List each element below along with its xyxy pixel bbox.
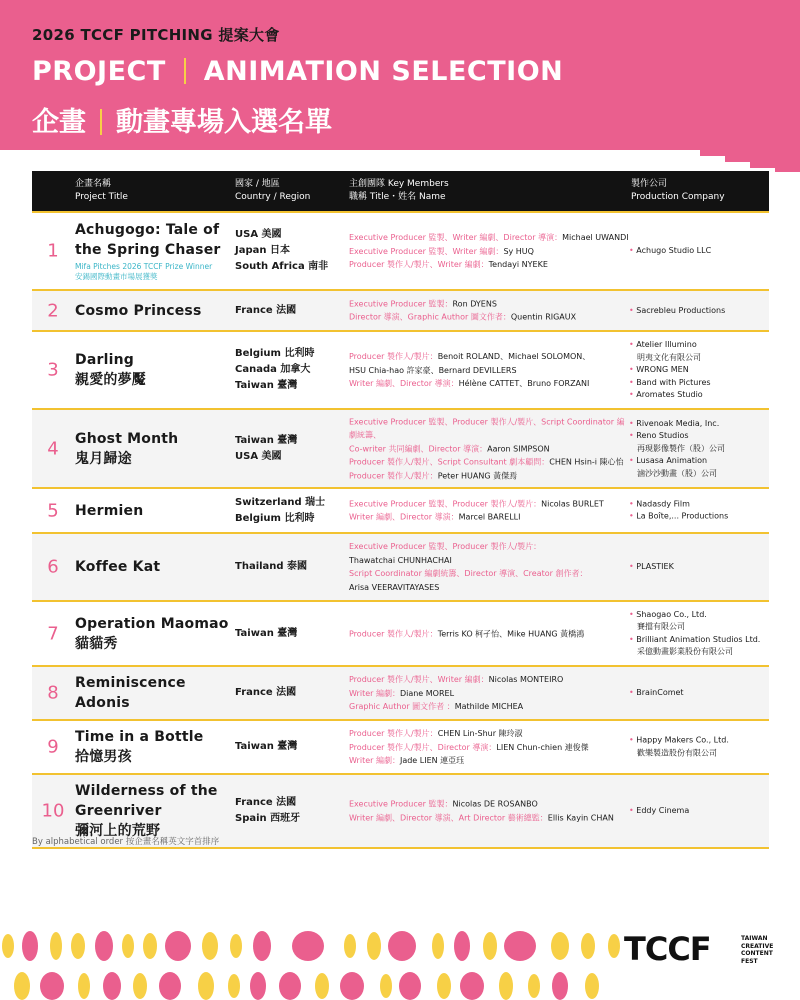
member-role: Producer 製作人/製片、Writer 編劇：: [349, 674, 489, 684]
decorative-dot: [380, 974, 392, 998]
member-line: [349, 581, 629, 595]
decorative-dots: [0, 928, 640, 1000]
members-cell: [349, 627, 629, 641]
members-cell: [349, 350, 629, 391]
table-body: [32, 213, 769, 849]
member-name: Peter HUANG 黃傑焉: [437, 470, 518, 480]
decorative-dot: [143, 933, 157, 959]
project-title-cell: [75, 727, 235, 767]
table-row: [32, 489, 769, 534]
country-cell: [235, 433, 355, 465]
decorative-dot: [198, 972, 214, 1000]
decorative-dot: [22, 931, 38, 961]
project-title-cell: [75, 673, 235, 713]
company-cell: [629, 498, 774, 523]
member-line: [349, 442, 629, 456]
decorative-dot: [122, 934, 134, 958]
member-line: [349, 554, 629, 568]
company-item: 賽擋有限公司: [637, 622, 685, 631]
country-cell: [235, 626, 355, 642]
member-name: Nicolas DE ROSANBO: [452, 799, 538, 809]
company-cell: [629, 687, 774, 700]
decorative-dot: [552, 972, 568, 1000]
project-title-cell: [75, 429, 235, 469]
member-role: Executive Producer 監製、Producer 製作人/製片、Script Coordinator 編劇統籌、: [349, 416, 625, 440]
header-country-zh: 國家 / 地區: [235, 179, 280, 189]
country-cell: [235, 685, 355, 701]
title-en-selection: ANIMATION SELECTION: [203, 56, 564, 87]
header-country-column: [235, 178, 310, 204]
company-cell: [629, 245, 774, 258]
country-item: Canada 加拿大: [235, 364, 311, 375]
project-title-en: Hermien: [75, 502, 144, 519]
decorative-dot: [315, 973, 329, 999]
tccf-logo: TCCF: [624, 930, 711, 968]
decorative-dot: [585, 973, 599, 999]
decorative-dot: [432, 933, 444, 959]
decorative-dot: [340, 972, 364, 1000]
decorative-dot: [608, 934, 620, 958]
country-cell: [235, 495, 355, 527]
company-cell: [629, 561, 774, 574]
project-title-cell: [75, 350, 235, 390]
tccf-logo-subtitle: [741, 935, 773, 965]
decorative-dot: [367, 932, 381, 960]
country-item: Thailand 泰國: [235, 561, 308, 572]
country-cell: [235, 559, 355, 575]
company-item: • Achugo Studio LLC: [629, 245, 774, 258]
header-members-column: [349, 178, 449, 204]
member-name: Ron DYENS: [452, 299, 497, 308]
member-line: [349, 798, 629, 812]
decorative-dot: [228, 974, 240, 998]
award-note-en: Mifa Pitches 2026 TCCF Prize Winner: [75, 262, 213, 271]
company-item: 歡樂製造股份有限公司: [637, 748, 717, 757]
members-cell: [349, 673, 629, 714]
member-name: Arisa VEERAVITAYASES: [349, 582, 440, 592]
row-number: 5: [47, 500, 59, 521]
decorative-dot: [78, 973, 90, 999]
company-item: • Shaogao Co., Ltd.: [629, 609, 774, 622]
project-title-en: Time in a Bottle: [75, 729, 204, 745]
company-item: • Band with Pictures: [629, 376, 774, 389]
project-title-cell: [75, 220, 235, 282]
member-name: Thawatchai CHUNHACHAI: [349, 555, 452, 565]
member-role: Writer 編劇、Director 導演：: [349, 512, 459, 522]
company-item: 明夷文化有限公司: [637, 352, 701, 362]
member-line: [349, 231, 629, 245]
member-role: Writer 編劇、Director 導演：: [349, 378, 459, 388]
company-item: • Atelier Illumino: [629, 339, 774, 352]
member-role: Director 導演、Graphic Author 圖文作者：: [349, 312, 511, 322]
member-line: [349, 700, 629, 714]
company-cell: [629, 735, 774, 760]
decorative-dot: [159, 972, 181, 1000]
member-line: [349, 415, 629, 442]
member-name: Sy HUQ: [503, 246, 534, 256]
project-title-en: Reminiscence Adonis: [75, 675, 186, 711]
title-en-project: PROJECT: [32, 56, 166, 87]
title-divider: [184, 58, 186, 84]
country-item: Japan 日本: [235, 245, 290, 256]
header-members-zh: 主創團隊 Key Members: [349, 179, 449, 189]
member-name: Mathilde MICHEA: [454, 701, 524, 711]
member-line: [349, 567, 629, 581]
member-role: Graphic Author 圖文作者 ：: [349, 701, 455, 711]
header-company-zh: 製作公司: [631, 179, 668, 189]
member-role: Producer 製作人/製片：: [349, 470, 438, 480]
header-members-en: 職稱 Title・姓名 Name: [349, 192, 446, 202]
member-line: [349, 311, 629, 325]
decorative-dot: [250, 972, 266, 1000]
project-title-en: Koffee Kat: [75, 559, 161, 575]
company-item: 滷沙沙動畫（股）公司: [637, 468, 717, 478]
table-row: [32, 410, 769, 489]
member-name: CHEN Lin-Shur 陳玲淑: [437, 728, 523, 738]
decorative-dot: [165, 931, 191, 961]
member-role: Executive Producer 監製、Writer 編劇：: [349, 246, 504, 256]
project-title-en: Ghost Month: [75, 430, 179, 447]
table-row: [32, 721, 769, 775]
decorative-dot: [454, 931, 470, 961]
sort-footnote: By alphabetical order 按企畫名稱英文字首排序: [32, 837, 220, 847]
decorative-dot: [40, 972, 64, 1000]
decorative-dot: [483, 932, 497, 960]
decorative-dot: [202, 932, 218, 960]
member-line: [349, 811, 629, 825]
decorative-dot: [133, 973, 147, 999]
project-title-zh: 鬼月歸途: [75, 450, 132, 467]
selection-table: [32, 171, 769, 849]
member-role: Producer 製作人/製片：: [349, 728, 438, 738]
member-name: Nicolas BURLET: [541, 499, 604, 508]
company-item: • Eddy Cinema: [629, 805, 774, 818]
table-row: [32, 291, 769, 332]
country-item: France 法國: [235, 304, 297, 316]
header-company-column: [631, 178, 725, 204]
member-line: [349, 627, 629, 641]
member-role: Executive Producer 監製、Producer 製作人/製片：: [349, 499, 542, 508]
company-item: • BrainComet: [629, 687, 774, 700]
table-row: [32, 602, 769, 667]
decorative-dot: [551, 932, 569, 960]
country-item: Belgium 比利時: [235, 348, 315, 359]
company-item: • Aromates Studio: [629, 389, 774, 402]
country-item: Taiwan 臺灣: [235, 434, 298, 446]
members-cell: [349, 231, 629, 272]
member-name: Diane MOREL: [399, 688, 455, 698]
project-title-cell: [75, 614, 235, 654]
member-role: Producer 製作人/製片、Director 導演：: [349, 742, 497, 752]
company-item: • WRONG MEN: [629, 364, 774, 377]
member-name: Hélène CATTET、Bruno FORZANI: [458, 378, 590, 388]
company-item: • Rivenoak Media, Inc.: [629, 417, 774, 430]
table-row: [32, 534, 769, 602]
row-number: 6: [47, 556, 59, 578]
logo-line: FEST: [741, 957, 758, 965]
member-line: [349, 754, 629, 768]
project-title-cell: [75, 501, 235, 521]
header-step: [775, 168, 800, 172]
member-role: Producer 製作人/製片：: [349, 628, 438, 638]
member-name: Terris KO 柯孑怡、Mike HUANG 黃橋鴻: [437, 628, 585, 638]
member-line: [349, 740, 629, 754]
row-number: 1: [47, 240, 59, 262]
member-name: Michael UWANDI: [562, 232, 629, 242]
company-cell: [629, 304, 774, 317]
member-line: [349, 363, 629, 377]
decorative-dot: [437, 973, 451, 999]
project-title-en: Operation Maomao: [75, 615, 229, 632]
project-title-en: Wilderness of the Greenriver: [75, 783, 218, 819]
header-country-en: Country / Region: [235, 192, 311, 202]
company-cell: [629, 417, 774, 480]
company-item: • Nadasdy Film: [629, 498, 774, 511]
member-role: Producer 製作人/製片：: [349, 351, 438, 361]
country-item: Taiwan 臺灣: [235, 380, 298, 391]
company-item: • Happy Makers Co., Ltd.: [629, 735, 774, 748]
country-item: USA 美國: [235, 450, 282, 462]
row-number: 10: [41, 800, 65, 822]
country-item: Taiwan 臺灣: [235, 741, 298, 752]
logo-line: TAIWAN: [741, 935, 768, 942]
country-cell: [235, 739, 355, 755]
members-cell: [349, 540, 629, 594]
company-item: 再現影像製作（股）公司: [637, 443, 725, 453]
member-name: Aaron SIMPSON: [487, 443, 550, 453]
member-line: [349, 686, 629, 700]
member-line: [349, 727, 629, 741]
decorative-dot: [388, 931, 416, 961]
member-line: [349, 258, 629, 272]
members-cell: [349, 727, 629, 768]
member-line: [349, 455, 629, 469]
decorative-dot: [399, 972, 421, 1000]
decorative-dot: [504, 931, 536, 961]
table-row: [32, 332, 769, 410]
row-number: 9: [47, 736, 59, 758]
row-number: 8: [47, 682, 59, 704]
decorative-dot: [279, 972, 301, 1000]
logo-line: CREATIVE: [741, 942, 774, 950]
member-role: Producer 製作人/製片、Script Consultant 劇本顧問：: [349, 457, 550, 467]
project-title-cell: [75, 557, 235, 577]
company-item: 采億動畫影業股份有限公司: [637, 647, 733, 656]
member-role: Script Coordinator 編劇統籌、Director 導演、Creator 創作者：: [349, 569, 588, 578]
decorative-dot: [253, 931, 271, 961]
decorative-dot: [2, 934, 14, 958]
member-role: Executive Producer 監製、Producer 製作人/製片：: [349, 542, 542, 551]
member-name: Jade LIEN 連亞珏: [399, 755, 465, 765]
members-cell: [349, 415, 629, 483]
project-title-zh: 彌河上的荒野: [75, 823, 161, 839]
row-number: 3: [47, 359, 59, 381]
project-title-cell: [75, 781, 235, 841]
member-name: Benoit ROLAND、Michael SOLOMON、: [437, 351, 591, 361]
members-cell: [349, 497, 629, 524]
header-title-column: [75, 178, 128, 204]
country-item: France 法國: [235, 797, 297, 808]
table-header: [32, 171, 769, 213]
company-cell: [629, 609, 774, 659]
company-item: • Sacrebleu Productions: [629, 304, 774, 317]
member-name: Ellis Kayin CHAN: [547, 813, 614, 822]
decorative-dot: [460, 972, 484, 1000]
company-cell: [629, 805, 774, 818]
country-cell: [235, 227, 355, 275]
country-cell: [235, 346, 355, 394]
member-role: Executive Producer 監製：: [349, 799, 453, 809]
company-cell: [629, 339, 774, 402]
country-item: South Africa 南非: [235, 261, 329, 272]
company-item: • PLASTIEK: [629, 561, 774, 574]
members-cell: [349, 297, 629, 324]
title-divider: [100, 109, 102, 135]
company-item: • Reno Studios: [629, 430, 774, 443]
row-number: 4: [47, 438, 59, 459]
row-number: 7: [47, 623, 59, 644]
decorative-dot: [581, 933, 595, 959]
row-number: 2: [47, 300, 59, 321]
country-item: Belgium 比利時: [235, 512, 315, 524]
decorative-dot: [292, 931, 324, 961]
table-row: [32, 667, 769, 721]
member-role: Writer 編劇：: [349, 755, 400, 765]
member-role: Executive Producer 監製、Writer 編劇、Director 導演：: [349, 232, 563, 242]
company-item: • La Boîte,... Productions: [629, 511, 774, 524]
member-name: Tendayi NYEKE: [488, 259, 548, 269]
company-item: • Brilliant Animation Studios Ltd.: [629, 634, 774, 647]
country-item: France 法國: [235, 687, 297, 698]
decorative-dot: [499, 972, 513, 1000]
country-cell: [235, 303, 355, 319]
decorative-dot: [103, 972, 121, 1000]
header-company-en: Production Company: [631, 192, 725, 202]
country-item: USA 美國: [235, 229, 282, 240]
member-name: HSU Chia-hao 許家豪、Bernard DEVILLERS: [349, 365, 517, 375]
country-item: Switzerland 瑞士: [235, 496, 326, 508]
project-title-cell: [75, 301, 235, 321]
company-item: • Lusasa Animation: [629, 455, 774, 468]
decorative-dot: [50, 932, 62, 960]
member-line: [349, 350, 629, 364]
member-line: [349, 497, 629, 511]
country-item: Taiwan 臺灣: [235, 627, 298, 639]
member-line: [349, 377, 629, 391]
logo-line: CONTENT: [741, 950, 773, 957]
country-cell: [235, 795, 355, 827]
decorative-dot: [230, 934, 242, 958]
project-title-zh: 貓貓秀: [75, 635, 118, 652]
decorative-dot: [528, 974, 540, 998]
member-line: [349, 540, 629, 554]
header-title-en: Project Title: [75, 192, 128, 202]
decorative-dot: [95, 931, 113, 961]
member-name: CHEN Hsin-i 陳心怡: [549, 457, 624, 467]
project-title-en: Cosmo Princess: [75, 302, 202, 319]
member-line: [349, 244, 629, 258]
member-name: Marcel BARELLI: [458, 512, 521, 522]
title-zh-project: 企畫: [32, 107, 86, 138]
table-row: [32, 213, 769, 291]
event-kicker: 2026 TCCF PITCHING 提案大會: [32, 26, 280, 44]
member-role: Co-writer 共同編劇、Director 導演：: [349, 443, 488, 453]
decorative-dot: [14, 972, 30, 1000]
header-title-zh: 企畫名稱: [75, 179, 112, 189]
project-title-zh: 拾憶男孩: [75, 749, 132, 765]
member-name: LIEN Chun-chien 連俊傑: [496, 742, 589, 752]
decorative-dot: [344, 934, 356, 958]
country-item: Spain 西班牙: [235, 813, 301, 824]
members-cell: [349, 798, 629, 825]
member-role: Writer 編劇、Director 導演、Art Director 藝術總監：: [349, 813, 548, 822]
member-line: [349, 511, 629, 525]
project-title-en: Darling: [75, 352, 134, 368]
member-role: Writer 編劇：: [349, 688, 400, 698]
project-title-en: Achugogo: Tale of the Spring Chaser: [75, 222, 221, 258]
member-role: Executive Producer 監製：: [349, 299, 453, 308]
title-zh-selection: 動畫專場入選名單: [116, 107, 332, 138]
member-role: Producer 製作人/製片、Writer 編劇：: [349, 259, 489, 269]
page-title-en: [32, 56, 563, 87]
project-title-zh: 親愛的夢魘: [75, 372, 146, 388]
member-line: [349, 297, 629, 311]
member-line: [349, 469, 629, 483]
member-line: [349, 673, 629, 687]
member-name: Quentin RIGAUX: [510, 312, 577, 322]
decorative-dot: [71, 933, 85, 959]
award-note-zh: 安錫國際動畫市場展獲獎: [75, 272, 158, 281]
page-title-zh: [32, 100, 332, 139]
member-name: Nicolas MONTEIRO: [488, 674, 564, 684]
